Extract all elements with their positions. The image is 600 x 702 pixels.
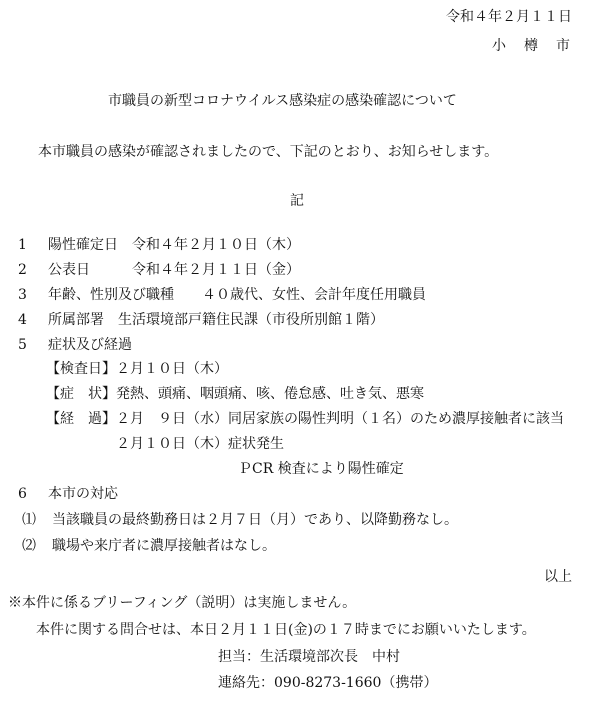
ki-heading: 記 <box>290 193 304 209</box>
item-text: 所属部署 生活環境部戸籍住民課（市役所別館１階） <box>48 312 384 328</box>
closing-ijo: 以上 <box>544 569 572 585</box>
issuer-name: 小 樽 市 <box>492 38 572 54</box>
response-number: ⑴ <box>22 512 36 528</box>
symptom-list: 【症 状】発熱、頭痛、咽頭痛、咳、倦怠感、吐き気、悪寒 <box>46 386 424 402</box>
item-number: 1 <box>18 237 27 253</box>
progress-line: ２月１０日（木）症状発生 <box>116 436 284 452</box>
response-text: 当該職員の最終勤務日は２月７日（月）であり、以降勤務なし。 <box>52 512 458 528</box>
item-number: 4 <box>18 312 27 328</box>
progress-line: ＰCR 検査により陽性確定 <box>238 461 404 477</box>
response-number: ⑵ <box>22 538 36 554</box>
document-title: 市職員の新型コロナウイルス感染症の感染確認について <box>108 93 457 109</box>
contact-note: 本件に関する問合せは、本日２月１１日(金)の１７時までにお願いいたします。 <box>36 622 536 638</box>
contact-person: 担当：生活環境部次長 中村 <box>218 649 400 665</box>
document-date: 令和４年２月１１日 <box>446 9 572 25</box>
intro-text: 本市職員の感染が確認されましたので、下記のとおり、お知らせします。 <box>38 144 499 160</box>
item-text: 症状及び経過 <box>48 337 132 353</box>
item-number: 6 <box>18 486 27 502</box>
progress-line: 【経 過】２月 ９日（水）同居家族の陽性判明（１名）のため濃厚接触者に該当 <box>46 411 564 427</box>
response-text: 職場や来庁者に濃厚接触者はなし。 <box>52 538 276 554</box>
item-number: 5 <box>18 337 27 353</box>
item-text: 陽性確定日 令和４年２月１０日（木） <box>48 237 300 253</box>
contact-phone: 連絡先：090-8273-1660（携帯） <box>218 675 438 691</box>
item-number: 3 <box>18 287 27 303</box>
briefing-note: ※本件に係るブリーフィング（説明）は実施しません。 <box>8 595 357 611</box>
item-number: 2 <box>18 262 27 278</box>
item-text: 公表日 令和４年２月１１日（金） <box>48 262 300 278</box>
exam-date: 【検査日】２月１０日（木） <box>46 361 228 377</box>
item-text: 年齢、性別及び職種 ４０歳代、女性、会計年度任用職員 <box>48 287 426 303</box>
item-text: 本市の対応 <box>48 486 118 502</box>
